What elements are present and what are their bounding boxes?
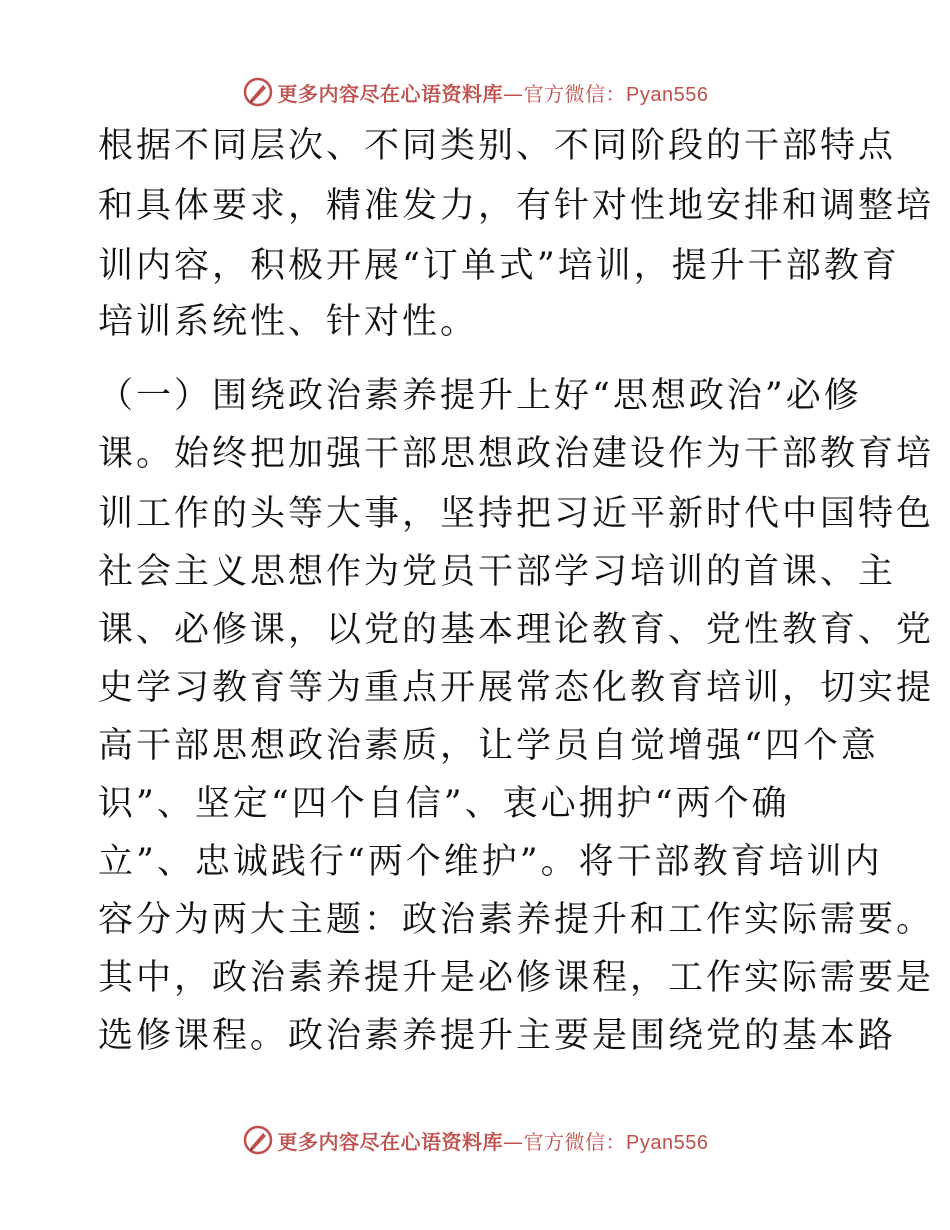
watermark-account: Pyan556: [626, 83, 709, 106]
paragraph-1-line-3: 训内容，积极开展“订单式”培训，提升干部教育: [98, 246, 900, 286]
pen-circle-logo-icon: [242, 76, 274, 108]
watermark-brand: 更多内容尽在心语资料库: [277, 1129, 504, 1154]
paragraph-1-line-2: 和具体要求，精准发力，有针对性地安排和调整培: [98, 186, 935, 226]
paragraph-2-line-12: 选修课程。政治素养提升主要是围绕党的基本路: [98, 1016, 897, 1056]
paragraph-2-line-5: 课、必修课，以党的基本理论教育、党性教育、党: [98, 610, 935, 650]
paragraph-2-line-4: 社会主义思想作为党员干部学习培训的首课、主: [98, 552, 897, 592]
header-watermark: [0, 72, 950, 112]
paragraph-2-line-2: 课。始终把加强干部思想政治建设作为干部教育培: [98, 434, 935, 474]
watermark-text: [278, 78, 709, 107]
pen-circle-logo-icon: [242, 1124, 274, 1156]
paragraph-2-line-8: 识”、坚定“四个自信”、衷心拥护“两个确: [98, 784, 790, 824]
watermark-dash: —: [503, 81, 524, 106]
footer-watermark: [0, 1120, 950, 1160]
watermark-brand: 更多内容尽在心语资料库: [277, 81, 504, 106]
watermark-dash: —: [503, 1129, 524, 1154]
watermark-account: Pyan556: [626, 1131, 709, 1154]
watermark-official: 官方微信：: [523, 1129, 627, 1154]
paragraph-1-line-4: 培训系统性、针对性。: [98, 302, 479, 342]
paragraph-2-line-11: 其中，政治素养提升是必修课程，工作实际需要是: [98, 958, 935, 998]
watermark-official: 官方微信：: [523, 81, 627, 106]
paragraph-2-line-1: （一）围绕政治素养提升上好“思想政治”必修: [98, 376, 862, 416]
paragraph-2-line-6: 史学习教育等为重点开展常态化教育培训，切实提: [98, 668, 935, 708]
paragraph-1-line-1: 根据不同层次、不同类别、不同阶段的干部特点: [98, 126, 897, 166]
paragraph-2-line-3: 训工作的头等大事，坚持把习近平新时代中国特色: [98, 494, 935, 534]
paragraph-2-line-9: 立”、忠诚践行“两个维护”。将干部教育培训内: [98, 842, 883, 882]
paragraph-2-line-7: 高干部思想政治素质，让学员自觉增强“四个意: [98, 726, 879, 766]
watermark-text: [278, 1126, 709, 1155]
paragraph-2-line-10: 容分为两大主题：政治素养提升和工作实际需要。: [98, 900, 935, 940]
